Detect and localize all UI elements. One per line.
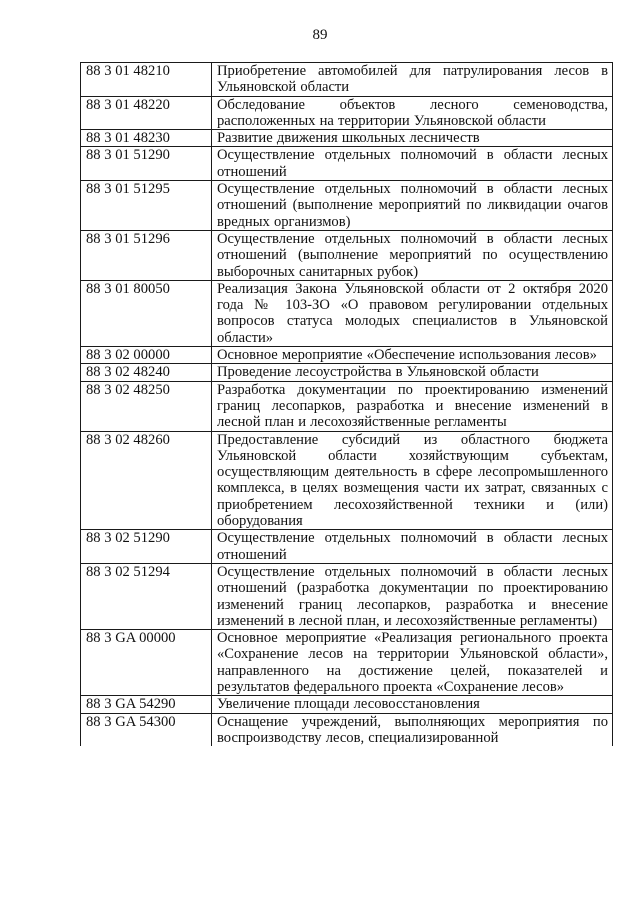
row-code: 88 3 01 48220 bbox=[81, 96, 212, 130]
row-code: 88 3 01 48230 bbox=[81, 130, 212, 147]
row-code: 88 3 01 80050 bbox=[81, 280, 212, 346]
table-row bbox=[81, 431, 613, 530]
row-description: Осуществление отдельных полномочий в области лесных отношений bbox=[212, 147, 613, 181]
row-code: 88 3 02 48260 bbox=[81, 431, 212, 530]
table-row bbox=[81, 147, 613, 181]
page-number: 89 bbox=[312, 27, 328, 43]
table-row bbox=[81, 63, 613, 97]
table-row bbox=[81, 347, 613, 364]
row-code: 88 3 02 00000 bbox=[81, 347, 212, 364]
page-footer-space bbox=[150, 886, 490, 887]
table-row bbox=[81, 630, 613, 696]
table-row bbox=[81, 130, 613, 147]
row-code: 88 3 02 51290 bbox=[81, 530, 212, 564]
row-code: 88 3 GA 54290 bbox=[81, 696, 212, 713]
row-description: Осуществление отдельных полномочий в области лесных отношений bbox=[212, 530, 613, 564]
table-row bbox=[81, 230, 613, 280]
row-description: Реализация Закона Ульяновской области от 2 октября 2020 года № 103-ЗО «О правовом регулировании отдельных вопросов статуса молодых специалистов в Ульяновской области» bbox=[212, 280, 613, 346]
row-code: 88 3 02 48240 bbox=[81, 364, 212, 381]
row-description: Развитие движения школьных лесничеств bbox=[212, 130, 613, 147]
row-description: Обследование объектов лесного семеноводства, расположенных на территории Ульяновской области bbox=[212, 96, 613, 130]
row-description: Основное мероприятие «Реализация регионального проекта «Сохранение лесов на территории Ульяновской области», направленного на достижение целей, показателей и результатов федерального проекта «Сохранение лесов» bbox=[212, 630, 613, 696]
table-row bbox=[81, 563, 613, 629]
table-row bbox=[81, 181, 613, 231]
table-row bbox=[81, 96, 613, 130]
table-row bbox=[81, 280, 613, 346]
row-description: Оснащение учреждений, выполняющих мероприятия по воспроизводству лесов, специализированной bbox=[212, 713, 613, 746]
row-description: Осуществление отдельных полномочий в области лесных отношений (выполнение мероприятий по ликвидации очагов вредных организмов) bbox=[212, 181, 613, 231]
table-row bbox=[81, 530, 613, 564]
table-row bbox=[81, 381, 613, 431]
row-description: Предоставление субсидий из областного бюджета Ульяновской области хозяйствующим субъектам, осуществляющим деятельность в сфере лесопромышленного комплекса, в целях возмещения части их затрат, связанных с приобретением лесохозяйственной техники и (или) оборудования bbox=[212, 431, 613, 530]
row-code: 88 3 01 51296 bbox=[81, 230, 212, 280]
table-row bbox=[81, 696, 613, 713]
budget-classification-table bbox=[80, 62, 613, 746]
row-code: 88 3 GA 00000 bbox=[81, 630, 212, 696]
table-body bbox=[81, 63, 613, 747]
row-code: 88 3 01 51290 bbox=[81, 147, 212, 181]
row-description: Основное мероприятие «Обеспечение использования лесов» bbox=[212, 347, 613, 364]
row-description: Осуществление отдельных полномочий в области лесных отношений (разработка документации по проектированию изменений границ лесопарков, разработка и внесение изменений в лесной план, и лесохозяйственные регламенты) bbox=[212, 563, 613, 629]
row-code: 88 3 01 51295 bbox=[81, 181, 212, 231]
row-description: Осуществление отдельных полномочий в области лесных отношений (выполнение мероприятий по осуществлению выборочных санитарных рубок) bbox=[212, 230, 613, 280]
row-code: 88 3 02 48250 bbox=[81, 381, 212, 431]
table-row bbox=[81, 364, 613, 381]
row-code: 88 3 02 51294 bbox=[81, 563, 212, 629]
table-row bbox=[81, 713, 613, 746]
row-code: 88 3 01 48210 bbox=[81, 63, 212, 97]
row-description: Разработка документации по проектированию изменений границ лесопарков, разработка и внесение изменений в лесной план и лесохозяйственные регламенты bbox=[212, 381, 613, 431]
row-code: 88 3 GA 54300 bbox=[81, 713, 212, 746]
row-description: Приобретение автомобилей для патрулирования лесов в Ульяновской области bbox=[212, 63, 613, 97]
row-description: Увеличение площади лесовосстановления bbox=[212, 696, 613, 713]
row-description: Проведение лесоустройства в Ульяновской области bbox=[212, 364, 613, 381]
